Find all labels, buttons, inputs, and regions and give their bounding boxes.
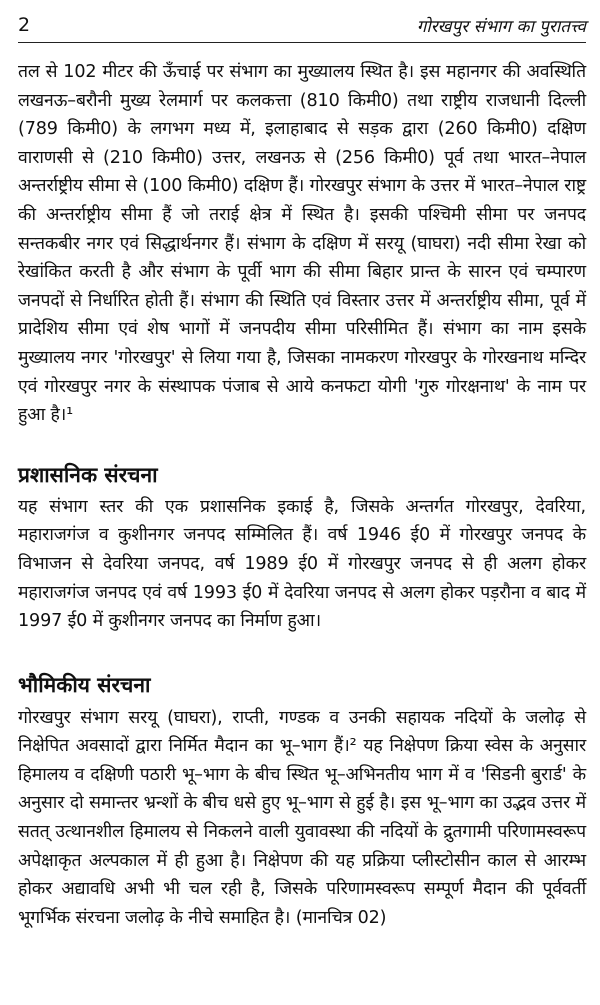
page-header — [18, 14, 586, 43]
geological-paragraph: गोरखपुर संभाग सरयू (घाघरा), राप्ती, गण्डक व उनकी सहायक नदियों के जलोढ़ से निक्षेपित अवसादों द्वारा निर्मित मैदान का भू–भाग हैं।² यह निक्षेपण क्रिया स्वेस के अनुसार हिमालय व दक्षिणी पठारी भू–भाग के बीच स्थित भू–अभिनतीय भाग में व 'सिडनी बुरार्ड' के अनुसार दो समान्तर भ्रन्शों के बीच धसे हुए भू–भाग से हुई है। इस भू–भाग का उद्भव उत्तर में सतत् उत्थानशील हिमालय से निकलने वाली युवावस्था की नदियों के द्रुतगामी परिणामस्वरूप अपेक्षाकृत अल्पकाल में ही हुआ है। निक्षेपण की यह प्रक्रिया प्लीस्टोसीन काल से आरम्भ होकर अद्यावधि अभी भी चल रही है, जिसके परिणामस्वरूप सम्पूर्ण मैदान की पूर्ववर्ती भूगर्भिक संरचना जलोढ़ के नीचे समाहित है। (मानचित्र 02) — [18, 707, 586, 928]
page-content — [18, 58, 586, 932]
page-number: 2 — [18, 14, 31, 36]
running-title: गोरखपुर संभाग का पुरातत्त्व — [416, 17, 586, 37]
intro-paragraph: तल से 102 मीटर की ऊँचाई पर संभाग का मुख्यालय स्थित है। इस महानगर की अवस्थिति लखनऊ–बरौनी मुख्य रेलमार्ग पर कलकत्ता (810 किमी0) तथा राष्ट्रीय राजधानी दिल्ली (789 किमी0) के लगभग मध्य में, इलाहाबाद से सड़क द्वारा (260 किमी0) दक्षिण वाराणसी से (210 किमी0) उत्तर, लखनऊ से (256 किमी0) पूर्व तथा भारत–नेपाल अन्तर्राष्ट्रीय सीमा से (100 किमी0) दक्षिण हैं। गोरखपुर संभाग के उत्तर में भारत–नेपाल राष्ट्र की अन्तर्राष्ट्रीय सीमा हैं जो तराई क्षेत्र में स्थित है। इसकी पश्चिमी सीमा पर जनपद सन्तकबीर नगर एवं सिद्धार्थनगर हैं। संभाग के दक्षिण में सरयू (घाघरा) नदी सीमा रेखा को रेखांकित करती है और संभाग के पूर्वी भाग की सीमा बिहार प्रान्त के सारन एवं चम्पारण जनपदों से निर्धारित होती हैं। संभाग की स्थिति एवं विस्तार उत्तर में अन्तर्राष्ट्रीय सीमा, पूर्व में प्रादेशिय सीमा एवं शेष भागों में जनपदीय सीमा परिसीमित हैं। संभाग का नाम इसके मुख्यालय नगर 'गोरखपुर' से लिया गया है, जिसका नामकरण गोरखपुर के गोरखनाथ मन्दिर एवं गोरखपुर नगर के संस्थापक पंजाब से आये कनफटा योगी 'गुरु गोरक्षनाथ' के नाम पर हुआ है।¹ — [18, 62, 586, 426]
administrative-paragraph: यह संभाग स्तर की एक प्रशासनिक इकाई है, जिसके अन्तर्गत गोरखपुर, देवरिया, महाराजगंज व कुशीनगर जनपद सम्मिलित हैं। वर्ष 1946 ई0 में गोरखपुर जनपद के विभाजन से देवरिया जनपद, वर्ष 1989 ई0 में गोरखपुर जनपद से ही अलग होकर महाराजगंज जनपद एवं वर्ष 1993 ई0 में देवरिया जनपद से अलग होकर पड़रौना व बाद में 1997 ई0 में कुशीनगर जनपद का निर्माण हुआ। — [18, 496, 586, 632]
geological-heading: भौमिकीय संरचना — [18, 672, 151, 697]
administrative-heading: प्रशासनिक संरचना — [18, 462, 158, 487]
